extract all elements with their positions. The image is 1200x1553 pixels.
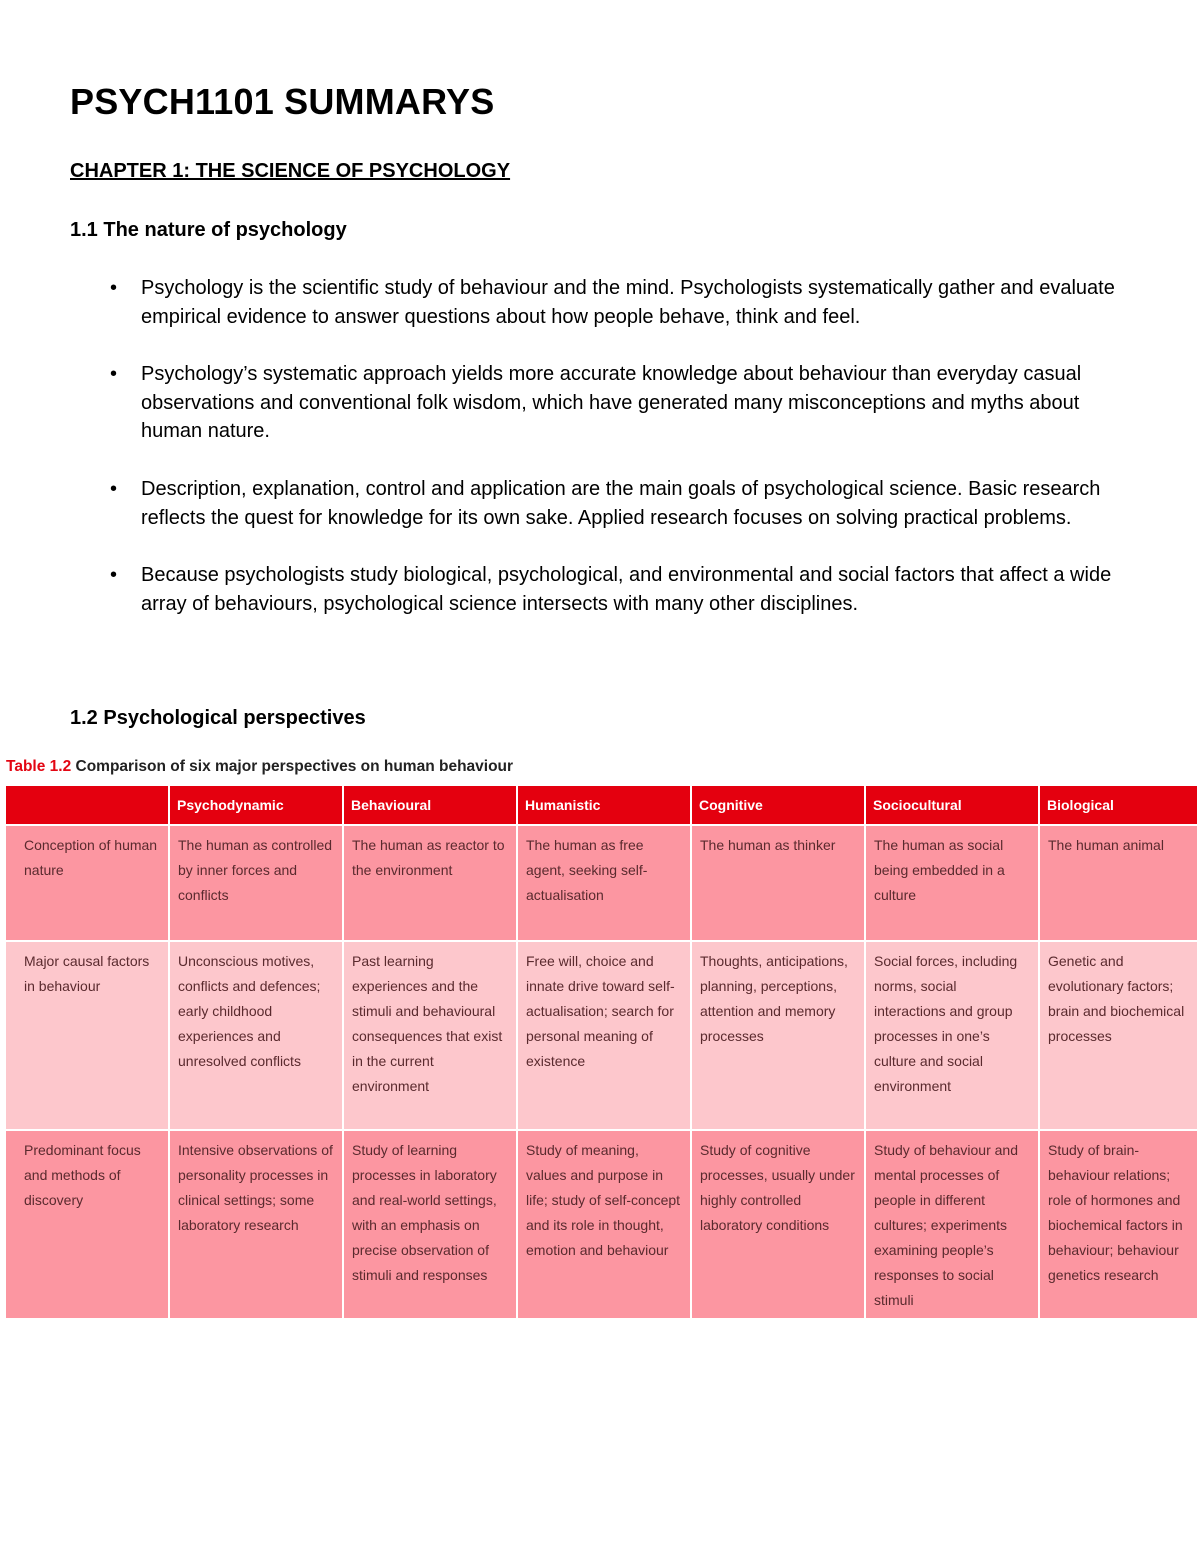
bullet-text: Because psychologists study biological, psychological, and environmental and social factors that affect a wide array of behaviours, psychological science intersects with many other disciplines. [141, 564, 1112, 615]
table-cell: Study of learning processes in laboratory and real-world settings, with an emphasis on precise observation of stimuli and responses [343, 1130, 517, 1319]
table-row [5, 825, 1198, 941]
table-caption-label: Table 1.2 [6, 758, 72, 775]
table-cell: Thoughts, anticipations, planning, perceptions, attention and memory processes [691, 941, 865, 1130]
table-cell: Free will, choice and innate drive toward self-actualisation; search for personal meaning of existence [517, 941, 691, 1130]
bullet-icon: • [110, 564, 118, 587]
table-cell: Study of meaning, values and purpose in life; study of self-concept and its role in thought, emotion and behaviour [517, 1130, 691, 1319]
table-header-cognitive: Cognitive [691, 785, 865, 825]
table-cell: Social forces, including norms, social interactions and group processes in one’s culture and social environment [865, 941, 1039, 1130]
bullet-list [70, 274, 1145, 647]
bullet-text: Psychology’s systematic approach yields more accurate knowledge about behaviour than everyday casual observations and conventional folk wisdom, which have generated many misconceptions and myths about human nature. [141, 363, 1082, 443]
list-item [70, 561, 1145, 618]
table-header-behavioural: Behavioural [343, 785, 517, 825]
table-cell: Past learning experiences and the stimuli and behavioural consequences that exist in the current environment [343, 941, 517, 1130]
table-cell: Intensive observations of personality processes in clinical settings; some laboratory research [169, 1130, 343, 1319]
bullet-icon: • [110, 477, 118, 500]
list-item [70, 274, 1145, 331]
bullet-icon: • [110, 363, 118, 386]
table-cell: Study of cognitive processes, usually under highly controlled laboratory conditions [691, 1130, 865, 1319]
table-cell: Study of behaviour and mental processes of people in different cultures; experiments examining people’s responses to social stimuli [865, 1130, 1039, 1319]
section-heading-nature: 1.1 The nature of psychology [70, 219, 347, 241]
table-caption-text: Comparison of six major perspectives on human behaviour [75, 758, 514, 775]
table-header-row [5, 785, 1198, 825]
list-item [70, 475, 1145, 532]
table-cell: The human animal [1039, 825, 1198, 941]
table-header-biological: Biological [1039, 785, 1198, 825]
table-header-corner [5, 785, 169, 825]
table-row [5, 941, 1198, 1130]
section-heading-perspectives: 1.2 Psychological perspectives [70, 707, 366, 729]
table-cell: Unconscious motives, conflicts and defences; early childhood experiences and unresolved conflicts [169, 941, 343, 1130]
table-header-sociocultural: Sociocultural [865, 785, 1039, 825]
table-cell: The human as thinker [691, 825, 865, 941]
table-row [5, 1130, 1198, 1319]
table-cell: The human as free agent, seeking self-actualisation [517, 825, 691, 941]
table-cell: Study of brain-behaviour relations; role of hormones and biochemical factors in behaviour; behaviour genetics research [1039, 1130, 1198, 1319]
table-cell: The human as social being embedded in a culture [865, 825, 1039, 941]
chapter-heading: CHAPTER 1: THE SCIENCE OF PSYCHOLOGY [70, 160, 511, 182]
list-item [70, 360, 1145, 446]
table-header-psychodynamic: Psychodynamic [169, 785, 343, 825]
row-label: Major causal factors in behaviour [5, 941, 169, 1130]
row-label: Predominant focus and methods of discovery [5, 1130, 169, 1319]
table-cell: The human as reactor to the environment [343, 825, 517, 941]
document-title: PSYCH1101 SUMMARYS [70, 81, 495, 122]
bullet-text: Psychology is the scientific study of behaviour and the mind. Psychologists systematically gather and evaluate empirical evidence to answer questions about how people behave, think and feel. [141, 277, 1115, 328]
perspectives-table [4, 784, 1199, 1320]
table-cell: The human as controlled by inner forces and conflicts [169, 825, 343, 941]
table-cell: Genetic and evolutionary factors; brain and biochemical processes [1039, 941, 1198, 1130]
bullet-text: Description, explanation, control and application are the main goals of psychological science. Basic research reflects the quest for knowledge for its own sake. Applied research focuses on solving practical problems. [141, 477, 1101, 529]
table-header-humanistic: Humanistic [517, 785, 691, 825]
row-label: Conception of human nature [5, 825, 169, 941]
table-caption [6, 756, 513, 778]
bullet-icon: • [110, 277, 118, 299]
